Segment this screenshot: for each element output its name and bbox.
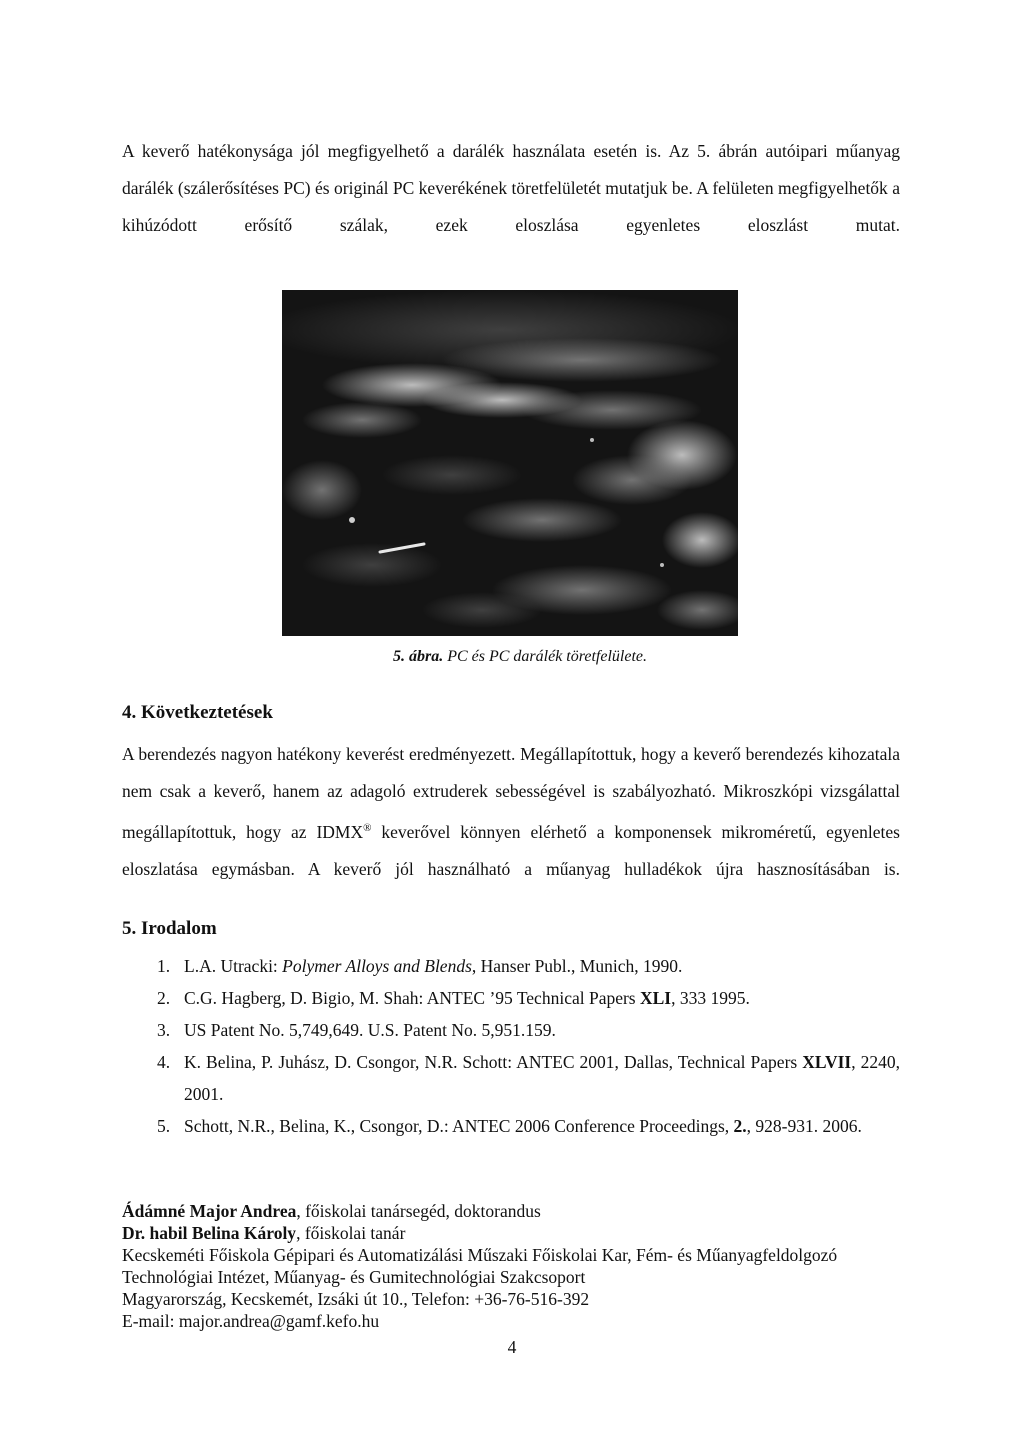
reference-volume: XLI [640, 988, 672, 1008]
figure-caption-label: 5. ábra. [392, 648, 444, 665]
address-line: Magyarország, Kecskemét, Izsáki út 10., Telefon: +36-76-516-392 [122, 1289, 590, 1309]
author-1 [122, 1200, 922, 1222]
page-number: 4 [507, 1337, 517, 1357]
reference-text: Schott, N.R., Belina, K., Csongor, D.: ANTEC 2006 Conference Proceedings, [184, 1116, 734, 1136]
author-block [122, 1200, 922, 1332]
email-line: E-mail: major.andrea@gamf.kefo.hu [122, 1311, 380, 1331]
reference-volume: XLVII [802, 1052, 852, 1072]
author-2-name: Dr. habil Belina Károly [122, 1223, 297, 1243]
fracture-surface-micrograph [282, 290, 738, 636]
reference-text: , 928-931. 2006. [746, 1116, 862, 1136]
reference-text: , Hanser Publ., Munich, 1990. [471, 956, 683, 976]
reference-number: 2. [157, 988, 171, 1008]
reference-text: US Patent No. 5,749,649. U.S. Patent No. 5,951.159. [184, 1020, 556, 1040]
figure-caption-text: PC és PC darálék töretfelülete. [447, 648, 648, 665]
reference-list [157, 950, 900, 1142]
conclusions-paragraph [122, 736, 900, 925]
conclusions-text-1: A berendezés nagyon hatékony keverést eredményezett. Megállapítottuk, hogy a keverő berendezés kihozatala nem csak a keverő, hanem az adagoló extruderek sebességével is szabályozható. Mikroszkópi vizsgálattal megállapítottuk, hogy az IDMX [122, 744, 900, 842]
author-2-role: , főiskolai tanár [296, 1223, 406, 1243]
reference-text: C.G. Hagberg, D. Bigio, M. Shah: ANTEC ’95 Technical Papers [184, 988, 640, 1008]
reference-text: K. Belina, P. Juhász, D. Csongor, N.R. Schott: ANTEC 2001, Dallas, Technical Papers [184, 1052, 803, 1072]
reference-title: Polymer Alloys and Blends [282, 956, 472, 976]
reference-item [157, 982, 900, 1014]
reference-number: 3. [157, 1020, 171, 1040]
registered-mark: ® [363, 822, 372, 834]
figure-caption [0, 648, 1024, 666]
intro-paragraph: A keverő hatékonysága jól megfigyelhető a darálék használata esetén is. Az 5. ábrán autóipari műanyag darálék (szálerősítéses PC) és originál PC keverékének töretfelületét mutatjuk be. A felületen megfigyelhetők a kihúzódott erősítő szálak, ezek eloszlása egyenletes eloszlást mutat. [122, 141, 900, 235]
author-2 [122, 1222, 922, 1244]
reference-item [157, 1014, 900, 1046]
reference-number: 5. [157, 1116, 171, 1136]
reference-item [157, 950, 900, 982]
institution-line-1: Kecskeméti Főiskola Gépipari és Automatizálási Műszaki Főiskolai Kar, Fém- és Műanyagfeldolgozó [122, 1245, 838, 1265]
author-1-name: Ádámné Major Andrea [122, 1201, 297, 1221]
section-heading-conclusions: 4. Következtetések [122, 702, 273, 723]
institution-line-2: Technológiai Intézet, Műanyag- és Gumitechnológiai Szakcsoport [122, 1267, 586, 1287]
reference-item [157, 1046, 900, 1110]
reference-volume: 2. [733, 1116, 747, 1136]
reference-number: 1. [157, 956, 171, 976]
reference-text: L.A. Utracki: [184, 956, 283, 976]
reference-text: , 333 1995. [671, 988, 750, 1008]
reference-number: 4. [157, 1052, 171, 1072]
reference-text: , 2240, 2001. [184, 1052, 900, 1104]
section-heading-references: 5. Irodalom [122, 918, 217, 939]
conclusions-text-2: keverővel könnyen elérhető a komponensek mikroméretű, egyenletes eloszlatása egymásban. A keverő jól használható a műanyag hulladékok újra hasznosításában is. [122, 821, 900, 879]
reference-item [157, 1110, 900, 1142]
author-1-role: , főiskolai tanársegéd, doktorandus [296, 1201, 541, 1221]
